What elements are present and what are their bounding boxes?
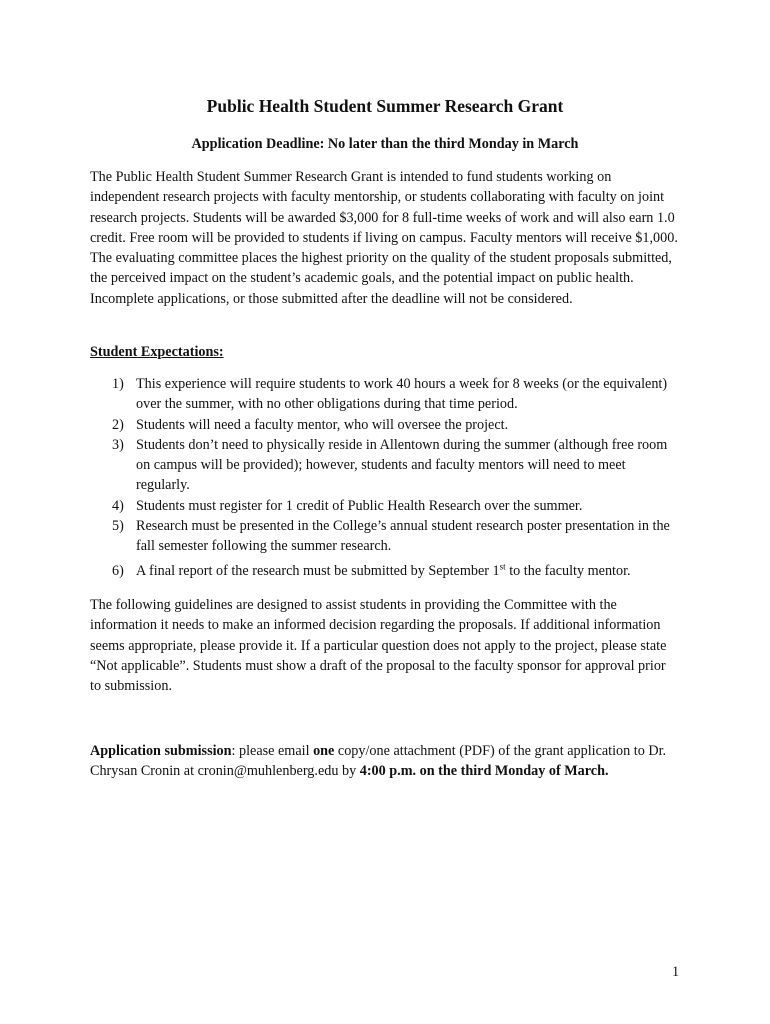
submission-deadline: 4:00 p.m. on the third Monday of March. <box>359 763 609 780</box>
list-item-number: 6) <box>112 562 124 579</box>
submission-label: Application submission <box>90 743 232 759</box>
list-item-text: Students must register for 1 credit of Public Health Research over the summer. <box>136 497 583 514</box>
submission-paragraph <box>90 741 678 782</box>
list-item-text: Students will need a faculty mentor, who will oversee the project. <box>136 416 509 433</box>
list-item-text: Research must be presented in the College’s annual student research poster presentation in the fall semester following the summer research. <box>136 518 670 555</box>
list-item-number: 1) <box>112 376 124 392</box>
superscript-st: st <box>499 560 506 571</box>
student-expectations-heading: Student Expectations: <box>90 344 224 360</box>
submission-one: one <box>313 743 335 759</box>
list-item <box>90 435 670 496</box>
list-item-text: Students don’t need to physically reside in Allentown during the summer (although free room on campus will be provided); however, students and faculty mentors will need to meet regularly. <box>136 436 668 494</box>
guidelines-paragraph: The following guidelines are designed to assist students in providing the Committee with the information it needs to make an informed decision regarding the proposals. If additional information seems appropriate, please provide it. If a particular question does not apply to the project, please state “Not applicable”. Students must show a draft of the proposal to the faculty sponsor for approval prior to submission. <box>90 597 667 695</box>
list-item-number: 4) <box>112 497 124 514</box>
page-title: Public Health Student Summer Research Grant <box>206 96 564 116</box>
list-item-number: 5) <box>112 518 124 535</box>
list-item-text: This experience will require students to work 40 hours a week for 8 weeks (or the equivalent) over the summer, with no other obligations during that time period. <box>136 376 668 413</box>
page-number: 1 <box>672 964 680 980</box>
list-item <box>90 374 670 415</box>
intro-paragraph: The Public Health Student Summer Research Grant is intended to fund students working on independent research projects with faculty mentorship, or students collaborating with faculty on joint research projects. Students will be awarded $3,000 for 8 full-time weeks of work and will also earn 1.0 credit. Free room will be provided to students if living on campus. Faculty mentors will receive $1,000. The evaluating committee places the highest priority on the quality of the student proposals submitted, the perceived impact on the student’s academic goals, and the potential impact on public health. Incomplete applications, or those submitted after the deadline will not be considered. <box>90 169 678 307</box>
application-deadline: Application Deadline: No later than the third Monday in March <box>191 136 579 152</box>
list-item-text-after: to the faculty mentor. <box>505 562 631 579</box>
list-item-text-before: A final report of the research must be submitted by September 1 <box>136 562 500 579</box>
list-item-number: 3) <box>112 436 124 453</box>
submission-text-1: : please email <box>231 743 314 759</box>
list-item-number: 2) <box>112 416 124 433</box>
list-item <box>90 516 670 557</box>
expectations-list <box>90 374 670 581</box>
submission-text-2: copy/one attachment (PDF) of the grant application to Dr. Chrysan Cronin at cronin@muhlenberg.edu by <box>90 743 667 780</box>
list-item <box>90 415 670 435</box>
list-item <box>90 561 670 581</box>
list-item <box>90 496 670 516</box>
